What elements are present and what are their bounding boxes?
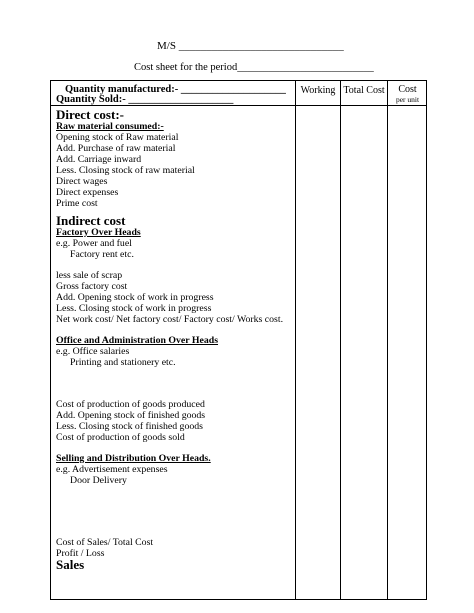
item-direct-expenses: Direct expenses bbox=[56, 187, 119, 198]
column-divider-total bbox=[340, 81, 341, 599]
column-divider-working bbox=[295, 81, 296, 599]
ms-line: M/S ______________________________ bbox=[157, 40, 344, 52]
col-working: Working bbox=[300, 85, 336, 96]
item-add-opening-wip: Add. Opening stock of work in progress bbox=[56, 292, 214, 303]
item-add-opening-finished: Add. Opening stock of finished goods bbox=[56, 410, 206, 421]
item-less-closing-wip: Less. Closing stock of work in progress bbox=[56, 303, 212, 314]
item-printing: Printing and stationery etc. bbox=[70, 357, 176, 368]
column-divider-cost bbox=[387, 81, 388, 599]
indirect-cost-heading: Indirect cost bbox=[56, 213, 126, 228]
item-power-fuel: e.g. Power and fuel bbox=[56, 238, 132, 249]
sales-heading: Sales bbox=[56, 557, 85, 572]
item-profit-loss: Profit / Loss bbox=[56, 548, 105, 559]
factory-overheads-heading: Factory Over Heads bbox=[56, 227, 141, 238]
header-divider bbox=[51, 105, 426, 106]
item-direct-wages: Direct wages bbox=[56, 176, 108, 187]
item-opening-stock-raw: Opening stock of Raw material bbox=[56, 132, 179, 143]
item-door-delivery: Door Delivery bbox=[70, 475, 127, 486]
quantity-manufactured: Quantity manufactured:- ____________________ bbox=[65, 84, 286, 95]
item-less-scrap: less sale of scrap bbox=[56, 270, 123, 281]
item-less-closing-raw: Less. Closing stock of raw material bbox=[56, 165, 195, 176]
period-line: Cost sheet for the period__________________________ bbox=[134, 62, 374, 73]
item-gross-factory: Gross factory cost bbox=[56, 281, 128, 292]
item-add-purchase: Add. Purchase of raw material bbox=[56, 143, 176, 154]
item-factory-rent: Factory rent etc. bbox=[70, 249, 134, 260]
quantity-sold: Quantity Sold:- ____________________ bbox=[56, 94, 234, 105]
col-total-cost: Total Cost bbox=[343, 85, 385, 96]
direct-cost-heading: Direct cost:- bbox=[56, 107, 124, 122]
item-prime-cost: Prime cost bbox=[56, 198, 98, 209]
raw-material-heading: Raw material consumed:- bbox=[56, 121, 164, 132]
item-net-work-cost: Net work cost/ Net factory cost/ Factory cost/ Works cost. bbox=[56, 314, 284, 325]
cost-sheet-table bbox=[50, 80, 427, 600]
item-office-salaries: e.g. Office salaries bbox=[56, 346, 130, 357]
selling-distribution-heading: Selling and Distribution Over Heads. bbox=[56, 453, 211, 464]
item-less-closing-finished: Less. Closing stock of finished goods bbox=[56, 421, 203, 432]
col-cost: Cost bbox=[398, 84, 417, 95]
item-add-carriage: Add. Carriage inward bbox=[56, 154, 142, 165]
col-cost-sub: per unit bbox=[395, 95, 420, 104]
office-admin-heading: Office and Administration Over Heads bbox=[56, 335, 219, 346]
item-cost-of-sales: Cost of Sales/ Total Cost bbox=[56, 537, 154, 548]
item-cost-sold: Cost of production of goods sold bbox=[56, 432, 185, 443]
item-cost-produced: Cost of production of goods produced bbox=[56, 399, 205, 410]
item-advertisement: e.g. Advertisement expenses bbox=[56, 464, 168, 475]
